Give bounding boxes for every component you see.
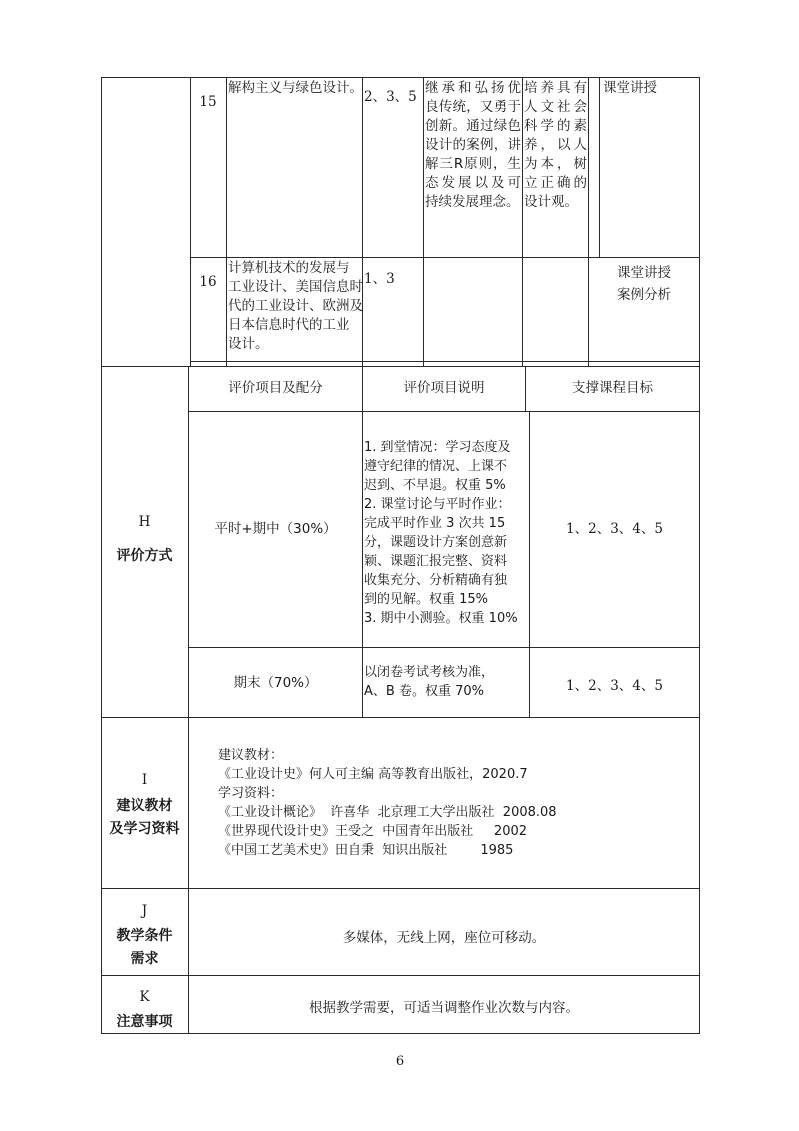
topic-line: 工业设计、美国信息时	[228, 279, 363, 295]
desc-line: A、B 卷。权重 70%	[364, 684, 484, 699]
frame-bottom	[101, 1033, 700, 1034]
section-j-content: 多媒体，无线上网，座位可移动。	[342, 930, 546, 946]
desc-line: 完成平时作业 3 次共 15	[364, 516, 506, 531]
section-h-letter: H	[138, 514, 151, 530]
cultivation-line: 为本，树	[524, 156, 587, 172]
ideology-line: 解三R原则，生	[425, 156, 521, 172]
frame-right	[699, 77, 700, 1034]
row16-method	[589, 262, 699, 306]
ideology-line: 设计的案例，讲	[425, 137, 521, 153]
ideology-line: 良传统，又勇于	[425, 99, 521, 115]
grid-h-section-i-bottom	[101, 888, 700, 889]
h-header-item: 评价项目及配分	[228, 380, 323, 396]
h-header-desc: 评价项目说明	[403, 380, 485, 396]
row15-number: 15	[199, 94, 217, 110]
desc-line: 2. 课堂讨论与平时作业：	[364, 497, 511, 512]
grid-h-h-item1	[188, 647, 700, 648]
section-k-content: 根据教学需要，可适当调整作业次数与内容。	[309, 1000, 579, 1016]
grid-h-section-j-bottom	[101, 975, 700, 976]
row15-cultivation	[524, 79, 587, 212]
cultivation-line: 培养具有	[524, 80, 587, 96]
desc-line: 遵守纪律的情况、上课不	[364, 459, 508, 474]
cultivation-line: 科学的素	[524, 118, 587, 134]
ideology-line: 创新。通过绿色	[425, 118, 521, 134]
grid-v-num	[190, 77, 191, 366]
material-line: 学习资料：	[218, 786, 284, 801]
h-item1-goals: 1、2、3、4、5	[566, 521, 663, 537]
cultivation-line: 立正确的	[524, 175, 587, 191]
h-item2-desc	[364, 663, 529, 701]
material-line: 《中国工艺美术史》田自秉 知识出版社 1985	[218, 843, 514, 858]
grid-h-row16	[190, 361, 699, 362]
row16-number: 16	[199, 274, 217, 290]
title-line: 建议教材	[116, 798, 173, 814]
section-k-letter: K	[139, 989, 150, 1005]
desc-line: 分，课题设计方案创意新	[364, 535, 508, 550]
row15-goals: 2、3、5	[364, 89, 417, 105]
grid-h-section-h-bottom	[101, 717, 700, 718]
desc-line: 到的见解。权重 15%	[364, 592, 489, 607]
h-item1-desc	[364, 438, 529, 628]
h-header-goals: 支撑课程目标	[572, 380, 653, 396]
cultivation-line: 人文社会	[524, 99, 587, 115]
grid-v-cultivation	[522, 77, 523, 366]
material-line: 《工业设计概论》 许喜华 北京理工大学出版社 2008.08	[218, 805, 557, 820]
h-item1-name: 平时+期中（30%）	[214, 521, 337, 537]
section-i-letter: I	[141, 772, 148, 788]
cultivation-line: 养，以人	[524, 137, 587, 153]
title-line: 需求	[130, 951, 159, 967]
grid-v-method2	[599, 77, 600, 257]
grid-h-row15	[190, 257, 699, 258]
section-k-title: 注意事项	[116, 1014, 173, 1030]
section-j-letter: J	[141, 903, 148, 919]
cultivation-line: 设计观。	[524, 194, 578, 210]
row15-topic: 解构主义与绿色设计。	[228, 80, 363, 96]
ideology-line: 持续发展理念。	[425, 194, 520, 210]
desc-line: 1. 到堂情况：学习态度及	[364, 440, 511, 455]
desc-line: 收集充分、分析精确有独	[364, 573, 508, 588]
topic-line: 日本信息时代的工业	[228, 317, 350, 333]
grid-v-h-col3b	[529, 411, 530, 717]
topic-line: 计算机技术的发展与	[228, 260, 350, 276]
grid-h-h-header	[188, 411, 700, 412]
section-i-content	[218, 746, 693, 860]
grid-v-ideology	[423, 77, 424, 366]
grid-v-topic	[226, 77, 227, 366]
h-item2-name: 期末（70%）	[233, 675, 318, 691]
material-line: 《世界现代设计史》王受之 中国青年出版社 2002	[218, 824, 528, 839]
material-line: 《工业设计史》何人可主编 高等教育出版社，2020.7	[218, 767, 528, 782]
grid-v-method	[588, 77, 589, 366]
grid-v-h-col2	[362, 366, 363, 717]
method-line: 课堂讲授	[617, 265, 671, 281]
ideology-line: 态发展以及可	[425, 175, 521, 191]
row16-goals: 1、3	[364, 271, 395, 287]
topic-line: 设计。	[228, 336, 269, 352]
title-line: 教学条件	[116, 928, 173, 944]
ideology-line: 继承和弘扬优	[425, 80, 521, 96]
row15-method: 课堂讲授	[603, 80, 657, 96]
grid-h-section-h-top	[101, 366, 700, 367]
h-item2-goals: 1、2、3、4、5	[566, 678, 663, 694]
material-line: 建议教材：	[218, 748, 284, 763]
method-line: 案例分析	[617, 287, 671, 303]
section-i-title	[101, 795, 188, 841]
desc-line: 3. 期中小测验。权重 10%	[364, 611, 518, 626]
row16-topic	[228, 259, 363, 354]
desc-line: 颖、课题汇报完整、资料	[364, 554, 508, 569]
title-line: 及学习资料	[109, 821, 180, 837]
page-number: 6	[395, 1054, 405, 1069]
desc-line: 迟到、不早退。权重 5%	[364, 478, 506, 493]
section-h-title: 评价方式	[116, 548, 173, 564]
row15-ideology	[425, 79, 521, 212]
desc-line: 以闭卷考试考核为准，	[364, 665, 495, 680]
section-j-title	[101, 925, 188, 971]
topic-line: 代的工业设计、欧洲及	[228, 298, 363, 314]
